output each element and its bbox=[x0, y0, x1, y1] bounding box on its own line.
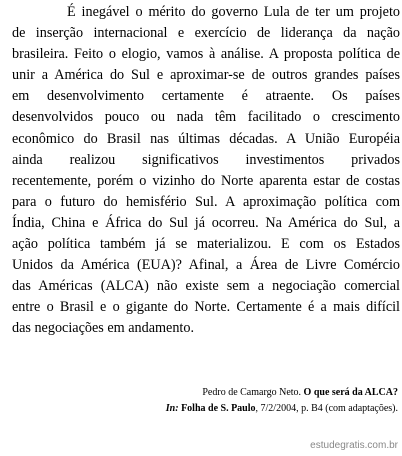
paragraph-line: das negociações em andamento. bbox=[12, 320, 194, 337]
paragraph-line: para o futuro do hemisfério Sul. A aproximação política com bbox=[12, 193, 400, 210]
paragraph-line: ação política também já se materializou. E com os Estados bbox=[12, 236, 400, 253]
paragraph-line: das Américas (ALCA) não existe sem a negociação comercial bbox=[12, 278, 400, 295]
source-citation bbox=[166, 385, 398, 417]
paragraph-line: brasileira. Feito o elogio, vamos à análise. A proposta política de bbox=[12, 46, 400, 63]
citation-publication: Folha de S. Paulo bbox=[181, 403, 256, 414]
citation-author: Pedro de Camargo Neto. bbox=[202, 387, 302, 398]
site-watermark: estudegratis.com.br bbox=[310, 440, 398, 451]
paragraph-line: É inegável o mérito do governo Lula de ter um projeto bbox=[67, 4, 400, 20]
paragraph-line: em desenvolvimento certamente é atraente. Os países bbox=[12, 88, 400, 105]
citation-line-1 bbox=[166, 385, 398, 401]
paragraph-line: Unidos da América (EUA)? Afinal, a Área de Livre Comércio bbox=[12, 257, 400, 274]
paragraph-line: entre o Brasil e o gigante do Norte. Certamente é a mais difícil bbox=[12, 299, 400, 316]
citation-line-2 bbox=[166, 401, 398, 417]
paragraph-line: unir a América do Sul e aproximar-se de outros grandes países bbox=[12, 67, 400, 84]
paragraph-line: recentemente, porém o vizinho do Norte aparenta estar de costas bbox=[12, 172, 400, 189]
citation-in-label: In: bbox=[165, 403, 179, 414]
paragraph-line: desenvolvidos pouco ou nada têm facilitado o crescimento bbox=[12, 109, 400, 126]
paragraph-line: econômico do Brasil nas últimas décadas. A União Européia bbox=[12, 130, 400, 147]
citation-title: O que será da ALCA? bbox=[303, 387, 398, 398]
text-paragraph bbox=[12, 2, 400, 340]
paragraph-line: Índia, China e África do Sul já ocorreu. Na América do Sul, a bbox=[12, 214, 400, 231]
paragraph-line: de inserção internacional e exercício de liderança da nação bbox=[12, 25, 400, 42]
paragraph-line: ainda realizou significativos investimentos privados bbox=[12, 151, 400, 168]
citation-details: , 7/2/2004, p. B4 (com adaptações). bbox=[255, 403, 398, 414]
